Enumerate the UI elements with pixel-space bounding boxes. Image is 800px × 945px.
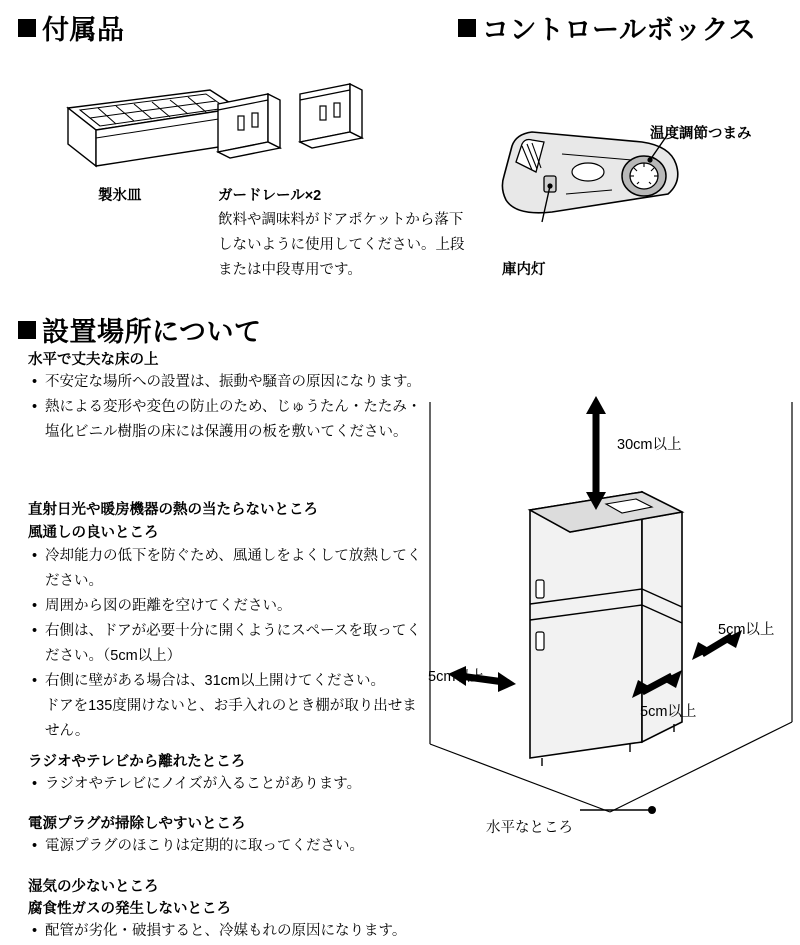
- caption-ice-tray: 製氷皿: [98, 188, 142, 204]
- label-interior-lamp: 庫内灯: [502, 262, 546, 278]
- list-item: • ラジオやテレビにノイズが入ることがあります。: [30, 772, 430, 797]
- caption-guard-rail: ガードレール×2: [218, 188, 322, 204]
- list-item: • 周囲から図の距離を空けてください。: [30, 594, 430, 619]
- black-square-bullet-icon: [458, 19, 476, 37]
- clearance-label-floor: 水平なところ: [486, 820, 573, 836]
- bullet-list-radio-tv: [30, 772, 430, 797]
- subheading-low-humidity: 湿気の少ないところ: [28, 879, 159, 895]
- bullet-list-plug-cleaning: [30, 834, 430, 859]
- clearance-label-top: 30cm以上: [617, 437, 682, 453]
- black-square-bullet-icon: [18, 321, 36, 339]
- bullet-list-ventilation: [30, 544, 430, 744]
- list-item: ドアを135度開けないと、お手入れのとき棚が取り出せません。: [45, 698, 417, 739]
- list-item: • 右側に壁がある場合は、31cm以上開けてください。: [30, 669, 430, 694]
- control-box-heading-text: コントロールボックス: [482, 15, 757, 45]
- subheading-away-from-radio-tv: ラジオやテレビから離れたところ: [28, 754, 246, 770]
- list-item: • 熱による変形や変色の防止のため、じゅうたん・たたみ・塩化ビニル樹脂の床には保護用の板を敷いてください。: [30, 395, 430, 445]
- bullet-list-corrosive-gas: [30, 919, 430, 944]
- label-temperature-knob: 温度調節つまみ: [650, 126, 752, 142]
- list-item: • 右側は、ドアが必要十分に開くようにスペースを取ってください。（5cm以上）: [30, 619, 430, 669]
- clearance-label-right: 5cm以上: [718, 622, 775, 638]
- subheading-no-corrosive-gas: 腐食性ガスの発生しないところ: [28, 901, 231, 917]
- list-item: • 電源プラグのほこりは定期的に取ってください。: [30, 834, 430, 859]
- subheading-good-ventilation: 風通しの良いところ: [28, 525, 159, 541]
- list-item: • 配管が劣化・破損すると、冷媒もれの原因になります。: [30, 919, 430, 944]
- clearance-label-front-right: 5cm以上: [640, 704, 697, 720]
- section-heading-installation: [18, 310, 261, 349]
- list-item: • 不安定な場所への設置は、振動や騒音の原因になります。: [30, 370, 430, 395]
- section-heading-control-box: [458, 8, 756, 47]
- bullet-list-level-floor: [30, 370, 430, 445]
- subheading-easy-plug-cleaning: 電源プラグが掃除しやすいところ: [28, 816, 246, 832]
- subheading-level-floor: 水平で丈夫な床の上: [28, 352, 159, 368]
- guard-rail-illustration: [208, 80, 378, 170]
- installation-heading-text: 設置場所について: [42, 317, 262, 347]
- black-square-bullet-icon: [18, 19, 36, 37]
- subheading-no-direct-sunlight: 直射日光や暖房機器の熱の当たらないところ: [28, 502, 318, 518]
- list-item: • 冷却能力の低下を防ぐため、風通しをよくして放熱してください。: [30, 544, 430, 594]
- accessories-description: 飲料や調味料がドアポケットから落下しないように使用してください。上段または中段専用です。: [218, 212, 465, 278]
- accessories-heading-text: 付属品: [42, 15, 125, 45]
- clearance-label-left: 5cm以上: [428, 669, 485, 685]
- section-heading-accessories: [18, 8, 125, 47]
